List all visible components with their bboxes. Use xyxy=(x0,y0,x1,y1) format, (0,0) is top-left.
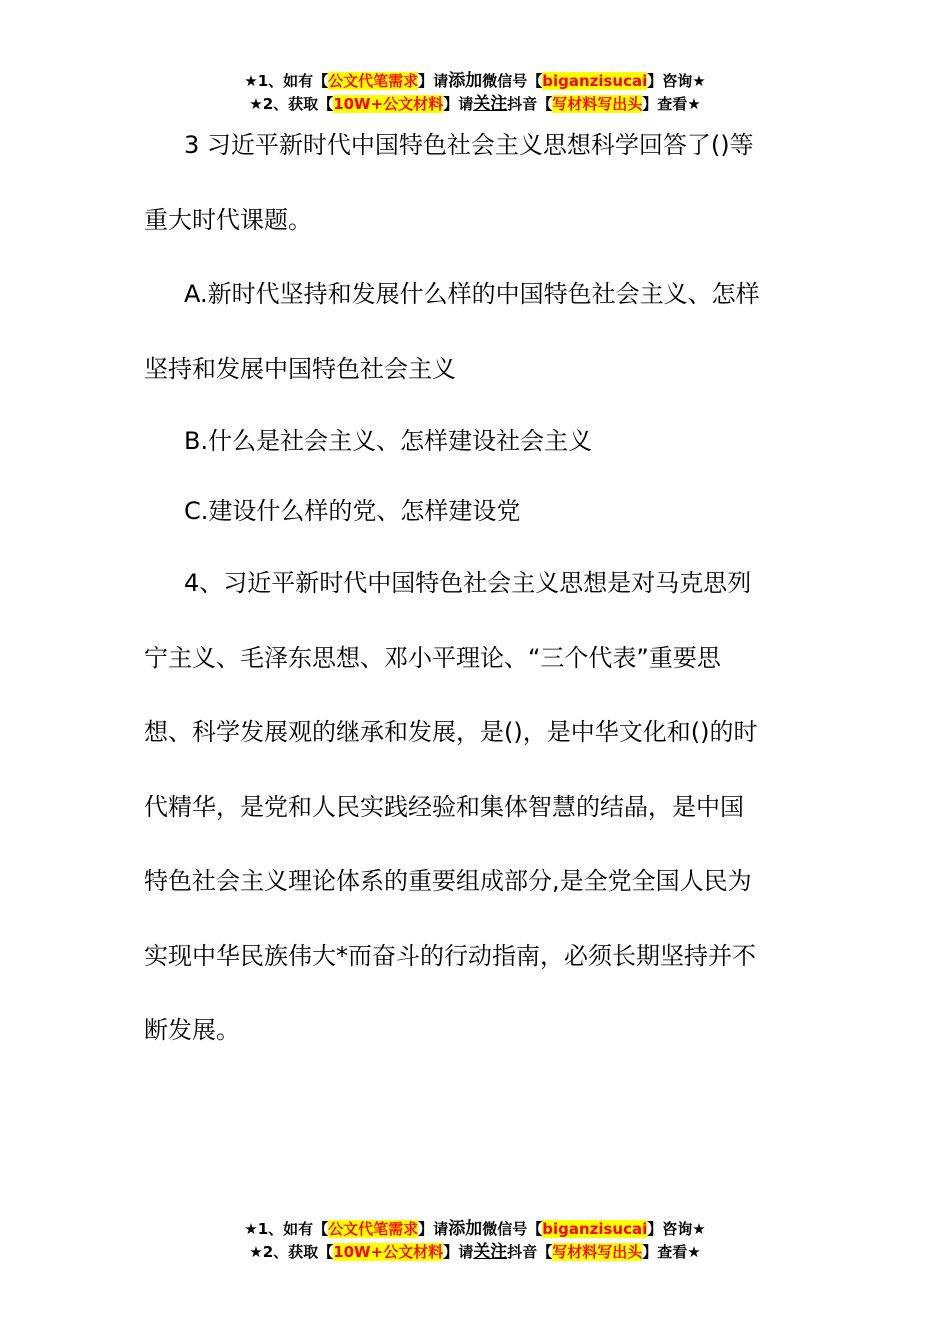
header-line-2-suffix: 】查看★ xyxy=(642,95,701,113)
footer-line-2-follow-emphasis: 关注 xyxy=(473,1242,508,1262)
header-line-1-mid2: 微信号【 xyxy=(482,72,543,90)
header-line-2-mid: 】请 xyxy=(443,95,474,113)
header-line-2-follow-emphasis: 关注 xyxy=(473,94,508,114)
header-line-1-mid: 】请 xyxy=(418,72,449,90)
question-4-line-3: 想、科学发展观的继承和发展，是()，是中华文化和()的时 xyxy=(144,718,758,746)
footer-line-1-suffix: 】咨询★ xyxy=(647,1220,706,1238)
footer-line-2 xyxy=(0,1241,950,1264)
header-line-1-add-emphasis: 添加 xyxy=(448,71,483,91)
header-line-2-material-highlight: 10W+公文材料 xyxy=(333,95,444,113)
footer-line-2-mid: 】请 xyxy=(443,1243,474,1261)
option-c: C.建设什么样的党、怎样建设党 xyxy=(184,497,521,525)
header-line-2-prefix: ★2、获取【 xyxy=(249,95,334,113)
footer-line-1-prefix: ★1、如有【 xyxy=(244,1220,329,1238)
header-line-1 xyxy=(0,70,950,93)
footer-line-1-mid: 】请 xyxy=(418,1220,449,1238)
question-4-line-7: 断发展。 xyxy=(144,1016,240,1044)
header-line-1-wechat-id: biganzisucai xyxy=(542,72,648,90)
question-4-line-1: 4、习近平新时代中国特色社会主义思想是对马克思列 xyxy=(184,569,752,597)
question-4-line-5: 特色社会主义理论体系的重要组成部分,是全党全国人民为 xyxy=(144,867,752,895)
footer-line-2-douyin-id: 写材料写出头 xyxy=(552,1243,643,1261)
footer-line-1-wechat-id: biganzisucai xyxy=(542,1220,648,1238)
header-line-2-mid2: 抖音【 xyxy=(507,95,553,113)
footer-line-2-suffix: 】查看★ xyxy=(642,1243,701,1261)
footer-line-2-mid2: 抖音【 xyxy=(507,1243,553,1261)
option-b: B.什么是社会主义、怎样建设社会主义 xyxy=(184,427,593,455)
header-line-1-prefix: ★1、如有【 xyxy=(244,72,329,90)
header-line-2-douyin-id: 写材料写出头 xyxy=(552,95,643,113)
footer-line-1-mid2: 微信号【 xyxy=(482,1220,543,1238)
option-a-line-2: 坚持和发展中国特色社会主义 xyxy=(144,354,456,383)
question-4-line-4: 代精华，是党和人民实践经验和集体智慧的结晶，是中国 xyxy=(144,792,744,821)
footer-line-1-add-emphasis: 添加 xyxy=(448,1219,483,1239)
question-3-line-1: 3 习近平新时代中国特色社会主义思想科学回答了()等 xyxy=(184,131,754,159)
header-line-1-service-highlight: 公文代笔需求 xyxy=(328,72,419,90)
header-line-1-suffix: 】咨询★ xyxy=(647,72,706,90)
question-4-line-2: 宁主义、毛泽东思想、邓小平理论、“三个代表”重要思 xyxy=(144,643,721,672)
footer-banner xyxy=(0,1218,950,1264)
question-3-line-2: 重大时代课题。 xyxy=(144,205,312,234)
footer-line-2-prefix: ★2、获取【 xyxy=(249,1243,334,1261)
footer-line-2-material-highlight: 10W+公文材料 xyxy=(333,1243,444,1261)
document-body xyxy=(144,108,804,1068)
question-4-line-6: 实现中华民族伟大*而奋斗的行动指南，必须长期坚持并不 xyxy=(144,941,756,970)
option-a-line-1: A.新时代坚持和发展什么样的中国特色社会主义、怎样 xyxy=(184,280,760,308)
footer-line-1 xyxy=(0,1218,950,1241)
footer-line-1-service-highlight: 公文代笔需求 xyxy=(328,1220,419,1238)
